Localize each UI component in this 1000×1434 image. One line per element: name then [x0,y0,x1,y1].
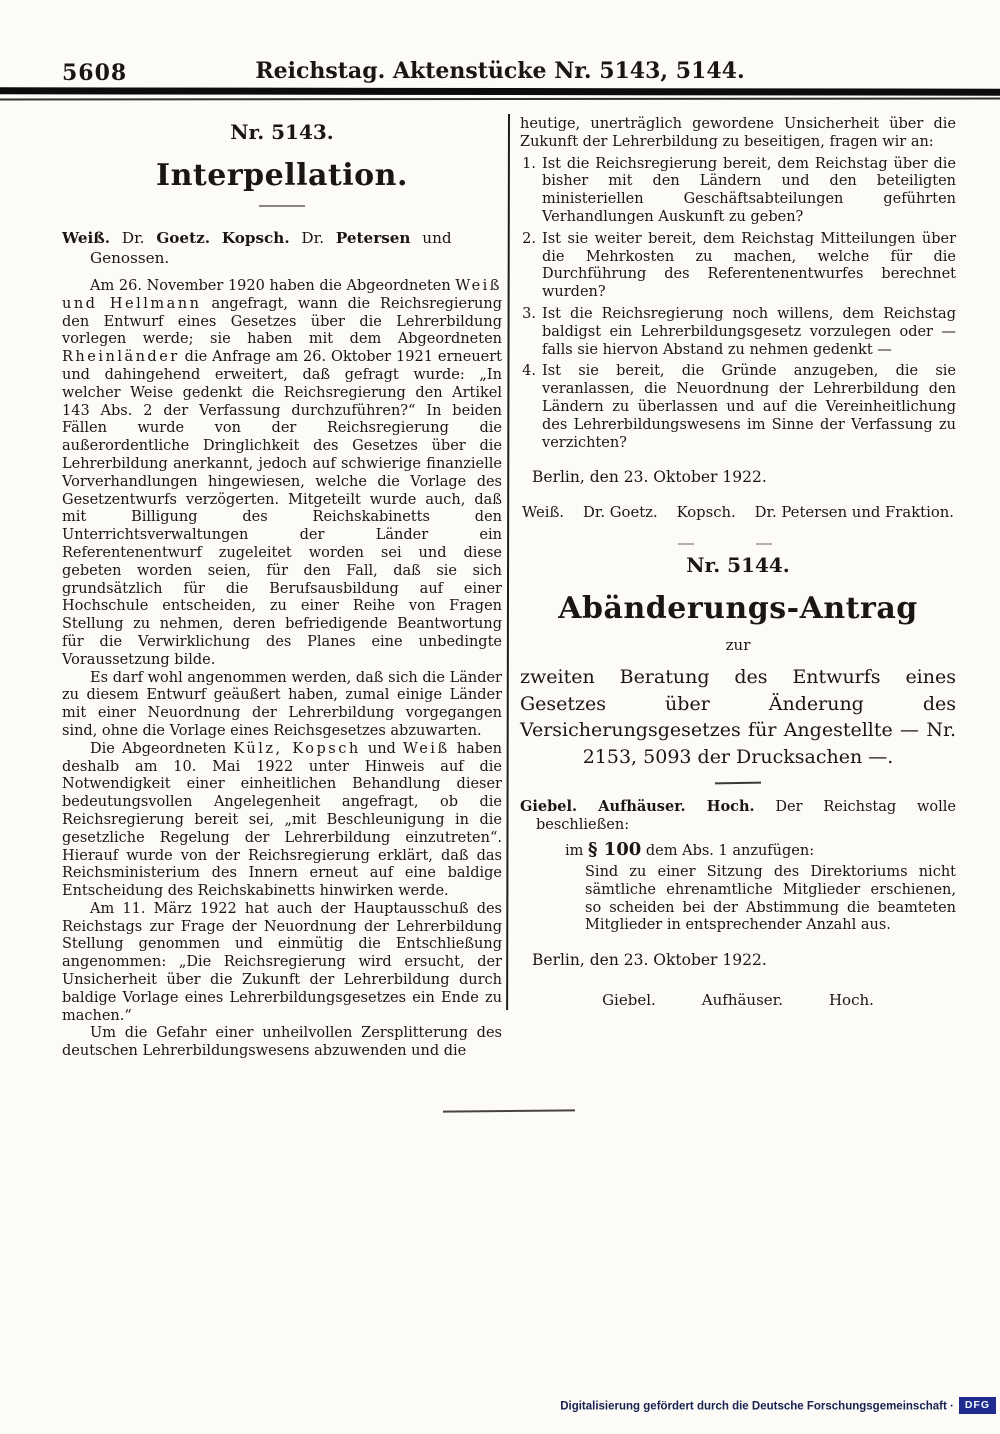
doc-5144-signatories [520,991,956,1009]
text-run: Weiß [403,740,450,757]
signatory: Hoch. [828,991,874,1010]
doc-5144-clause-heading [565,838,956,860]
signatory: Weiß. [522,504,565,522]
question-text: Ist sie bereit, die Gründe anzugeben, die sie veranlassen, die Neuordnung der Lehrerbildung den Ländern zu überlassen und auf die Vereinheitlichung des Lehrerbildungswesens im Sinne der Verfassung zu verzichten? [542,363,956,451]
paragraph [62,1025,502,1061]
paragraph [62,278,502,670]
signatory: Kopsch. [676,504,736,522]
dfg-logo: DFG [959,1397,996,1414]
question-item [520,231,956,302]
title-ornament-rule [259,205,305,207]
text-run: Giebel. Aufhäuser. Hoch. [520,798,755,816]
text-run: Külz, Kopsch [233,740,361,757]
column-divider-rule [506,114,510,1010]
text-run: Goetz. [156,229,211,247]
doc-5144-resolution-lead [520,798,956,835]
text-run: und Genossen. [90,229,452,267]
question-number: 1. [522,155,536,172]
doc-5144-zur: zur [725,636,751,655]
text-run: die Anfrage am 26. Oktober 1921 erneuert und dahingehend erweitert, daß gefragt wurde: „In welcher Weise gedenkt die Reichsregierung den Artikel 143 Abs. 2 der Verfassung durchzuführen?“ In beiden Fällen wurde von der Reichsregierung die außerordentliche Dringlichkeit des Gesetzes über die Lehrerbildung anerkannt, jedoch auf schwierige finanzielle Vorverhandlungen hingewiesen, welche die Vorlage des Gesetzentwurfs verzögerten. Mitgeteilt wurde auch, daß mit Billigung des Reichskabinetts den Unterrichtsverwaltungen der Länder ein Referentenentwurf zugeleitet worden sei und diese gebeten worden seien, für den Fall, daß sie sich grundsätzlich für die Berufsausbildung auf einer Hochschule entscheiden, zu einer Reihe von Fragen Stellung zu nehmen, deren befriedigende Beantwortung für die Verwirklichung des Planes eine unbedingte Voraussetzung bilde. [62,349,502,668]
text-run: und [360,740,403,757]
doc-5144-number-heading: Nr. 5144. [686,553,790,578]
question-text: Ist sie weiter bereit, dem Reichstag Mitteilungen über die Mehrkosten zu machen, welche für die Durchführung des Referentenentwurfes berechnet wurden? [542,230,956,301]
doc-5143-title: Interpellation. [156,158,408,193]
signatory: Giebel. [602,991,656,1010]
paragraph [62,741,502,901]
text-run: Am 26. November 1920 haben die Abgeordneten [90,278,456,294]
signatory: Dr. Petersen und Fraktion. [754,504,954,522]
text-run: Um die Gefahr einer unheilvollen Zersplitterung des deutschen Lehrerbildungswesens abzuwenden und die [62,1025,502,1060]
doc-5144-title: Abänderungs-Antrag [558,591,918,627]
text-run: Kopsch. [221,229,290,247]
faded-section-rule [678,543,956,545]
text-run: haben deshalb am 10. Mai 1922 unter Hinweis auf die Notwendigkeit einer einheitlichen Behandlung dieser bedeutungsvollen Angelegenheit angefragt, ob die Reichsregierung bereit sei, „mit Beschleunigung in die gesetzliche Regelung der Lehrerbildung einzutreten“. Hierauf wurde von der Reichsregierung erklärt, daß das Reichsministerium des Innern erneut auf eine baldige Entscheidung des Reichskabinetts hinwirken werde. [62,740,502,900]
paragraph [62,901,502,1026]
question-item [520,156,956,227]
doc-5143-number-heading: Nr. 5143. [230,120,334,144]
text-run: im [565,842,588,859]
footer-credit-text: Digitalisierung gefördert durch die Deutsche Forschungsgemeinschaft · [560,1400,954,1413]
question-number: 4. [522,363,536,380]
text-run [210,229,222,247]
question-text: Ist die Reichsregierung noch willens, dem Reichstag baldigst ein Lehrerbildungsgesetz vorzulegen oder — falls sie hiervon Abstand zu nehmen gedenkt — [542,305,956,358]
text-run: Der Reichstag wolle beschließen: [536,799,956,834]
text-run: § 100 [588,838,642,860]
question-text: Ist die Reichsregierung bereit, dem Reichstag über die bisher mit den Ländern und den beteiligten ministeriellen Geschäftsabteilungen geführten Verhandlungen Auskunft zu geben? [542,155,956,225]
paragraph [62,670,502,741]
doc-5144-clause-text: Sind zu einer Sitzung des Direktoriums nicht sämtliche ehrenamtliche Mitglieder erschienen, so scheiden bei der Abstimmung die beamteten Mitglieder in entsprechender Anzahl aus. [585,863,956,934]
text-run: Es darf wohl angenommen werden, daß sich die Länder zu diesem Entwurf geäußert haben, zumal einige Länder mit einer Neuordnung der Lehrerbildung vorgegangen sind, ohne die Vorlage eines Reichsgesetzes abzuwarten. [62,669,502,739]
text-run: Dr. [289,229,336,247]
doc-5143-signatories-head [62,229,502,268]
text-run: Die Abgeordneten [90,740,234,757]
digitization-footer [0,1398,996,1415]
end-of-content-rule [443,1109,575,1112]
header-rule-thin [0,97,1000,100]
text-run: Weiß. [62,229,111,247]
doc-5144-subtitle: zweiten Beratung des Entwurfs eines Gesetzes über Änderung des Versicherungsgesetzes für Angestellte — Nr. 2153, 5093 der Drucksachen —. [520,666,956,768]
page-number: 5608 [62,60,128,86]
text-run: Am 11. März 1922 hat auch der Hauptausschuß des Reichstags zur Frage der Neuordnung der Lehrerbildung Stellung genommen und einmütig die Entschließung angenommen: „Die Reichsregierung wird ersucht, der Unsicherheit über die Zukunft der Lehrerbildung durch baldige Vorlage eines Lehrerbildungsgesetzes ein Ende zu machen.“ [62,900,502,1024]
text-run: Petersen [335,229,411,247]
left-column [62,112,502,1061]
text-run: dem Abs. 1 anzufügen: [641,842,815,859]
running-header-title: Reichstag. Aktenstücke Nr. 5143, 5144. [255,58,745,84]
doc-5143-dateline: Berlin, den 23. Oktober 1922. [532,468,767,487]
text-run: angefragt, wann die Reichsregierung den Entwurf eines Gesetzes über die Lehrerbildung vorlegen werde; sie haben mit dem Abgeordneten [62,295,502,348]
doc-5143-signatories-bottom [520,504,956,521]
signatory: Dr. Goetz. [583,504,658,522]
question-number: 3. [522,305,536,322]
subtitle-end-rule [715,782,761,785]
question-number: 2. [522,230,536,247]
text-run: Dr. [110,229,157,247]
text-run: Rheinländer [62,349,180,366]
text-run: Weiß und Hellmann [62,278,502,312]
question-item [520,306,956,359]
question-item [520,363,956,452]
doc-5144-dateline: Berlin, den 23. Oktober 1922. [532,951,767,970]
header-rule-thick [0,87,1000,95]
doc-5143-continuation: heutige, unerträglich gewordene Unsicherheit über die Zukunft der Lehrerbildung zu beseitigen, fragen wir an: [520,116,956,150]
signatory: Aufhäuser. [701,991,783,1010]
right-column [520,112,956,1009]
